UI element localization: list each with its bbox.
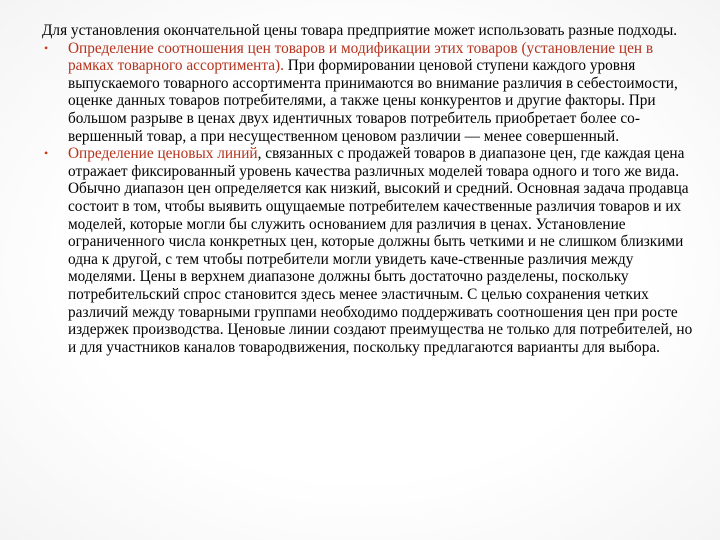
bullet-marker-icon: • bbox=[44, 146, 49, 161]
intro-paragraph: Для установления окончательной цены товара предприятие может использовать разные подходы. bbox=[42, 22, 678, 39]
bullet-item-price-lines bbox=[42, 145, 698, 356]
bullet-body-text: При формировании ценовой ступени каждого уровня выпускаемого товарного ассортимента принимаются во внимание различия в себестоимости, оценке данных товаров потребителями, а также цены конкурентов и другие факторы. При большом разрыве в ценах двух идентичных товаров потребитель приобретает более со-вершенный товар, а при несущественном ценовом различии — менее совершенный. bbox=[68, 57, 678, 145]
bullet-item-price-ratio bbox=[42, 40, 698, 146]
bullet-body-text: , связанных с продажей товаров в диапазоне цен, где каждая цена отражает фиксированный уровень качества различных моделей товара одного и того же вида. Обычно диапазон цен определяется как низкий, высокий и средний. Основная задача продавца состоит в том, чтобы выявить ощущаемые потребителем качественные различия товаров и их моделей, которые могли бы служить основанием для различия в ценах. Установление ограниченного числа конкретных цен, которые должны быть четкими и не слишком близкими одна к другой, с тем чтобы потребители могли увидеть каче-ственные различия между моделями. Цены в верхнем диапазоне должны быть достаточно разделены, поскольку потребительский спрос становится здесь менее эластичным. С целью сохранения четких различий между товарными группами необходимо поддерживать соотношения цен при росте издержек производства. Ценовые линии создают преимущества не только для потребителей, но и для участников каналов товародвижения, поскольку предлагаются варианты для выбора. bbox=[68, 145, 693, 356]
bullet-highlight-text: Определение ценовых линий bbox=[68, 145, 258, 163]
bullet-marker-icon: • bbox=[44, 40, 49, 55]
bullet-list bbox=[42, 40, 698, 357]
bullet-highlight-text: Определение соотношения цен товаров и модификации этих товаров (установление цен в рамках товарного ассортимента). bbox=[68, 39, 654, 75]
slide-content bbox=[42, 22, 698, 356]
